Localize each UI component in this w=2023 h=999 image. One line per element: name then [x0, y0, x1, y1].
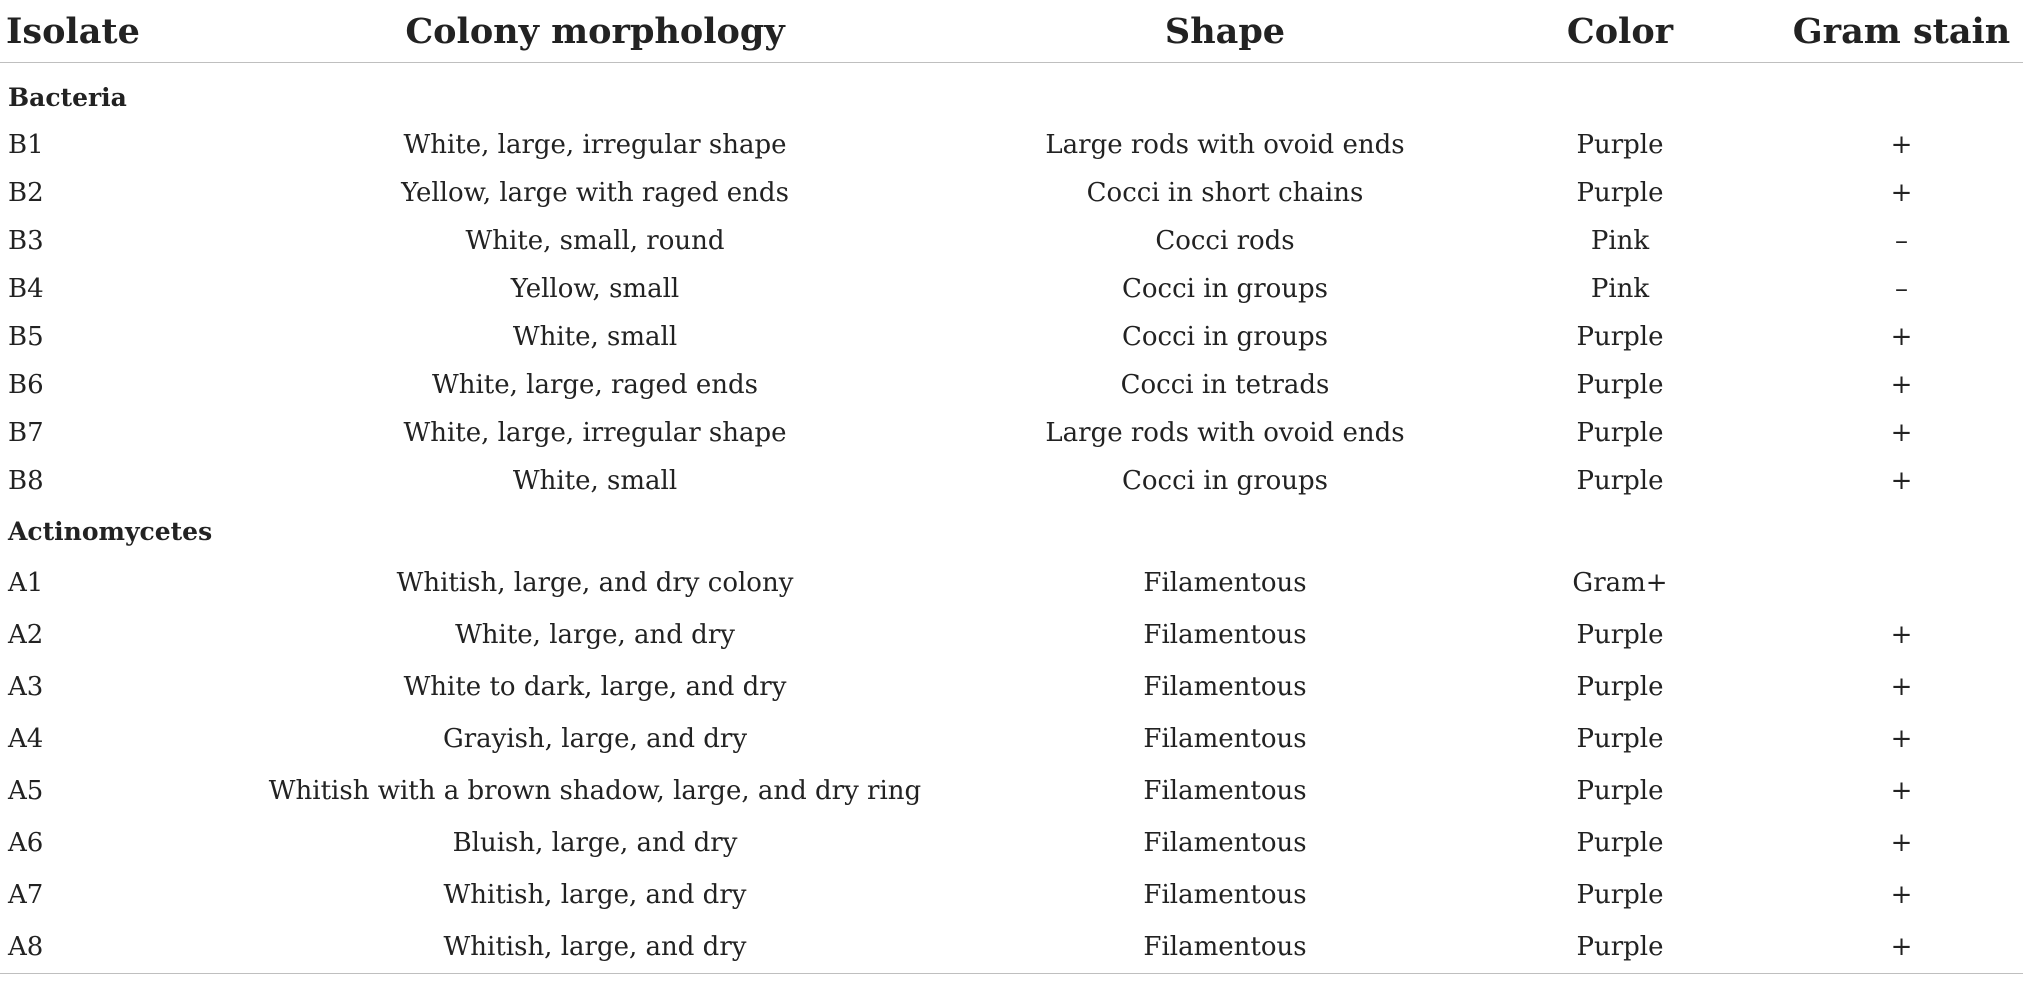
cell-gram: + — [1890, 880, 1913, 910]
cell-morphology: Bluish, large, and dry — [452, 828, 738, 858]
table-row — [0, 169, 2023, 217]
cell-color: Pink — [1590, 274, 1650, 304]
cell-isolate: A5 — [8, 776, 44, 806]
cell-isolate: A2 — [8, 620, 44, 650]
cell-morphology: Yellow, large with raged ends — [401, 178, 789, 208]
cell-color: Purple — [1460, 921, 1780, 974]
header-color: Color — [1460, 0, 1780, 63]
cell-gram: + — [1890, 828, 1913, 858]
cell-gram: + — [1890, 418, 1913, 448]
cell-color: Purple — [1576, 724, 1664, 754]
cell-color: Purple — [1576, 322, 1664, 352]
cell-isolate: A6 — [8, 828, 44, 858]
cell-color: Purple — [1576, 828, 1664, 858]
table-row — [0, 869, 2023, 921]
table-row — [0, 409, 2023, 457]
cell-color: Purple — [1576, 130, 1664, 160]
cell-shape: Cocci in groups — [1121, 466, 1329, 496]
table-header — [0, 0, 2023, 63]
cell-shape: Cocci in tetrads — [1120, 370, 1330, 400]
cell-morphology: Whitish, large, and dry — [443, 880, 747, 910]
cell-shape: Filamentous — [1143, 620, 1307, 650]
cell-morphology: White, small, round — [465, 226, 725, 256]
cell-color: Pink — [1590, 226, 1650, 256]
cell-gram: + — [1890, 178, 1913, 208]
cell-shape: Filamentous — [1143, 672, 1307, 702]
cell-isolate: B4 — [8, 274, 44, 304]
header-gram-stain: Gram stain — [1780, 0, 2023, 63]
cell-gram: + — [1890, 672, 1913, 702]
cell-morphology: Whitish, large, and dry — [200, 921, 990, 974]
cell-gram: + — [1890, 322, 1913, 352]
cell-shape: Cocci in groups — [1121, 322, 1329, 352]
cell-gram: + — [1890, 776, 1913, 806]
group-heading-row — [0, 73, 2023, 121]
cell-gram: + — [1890, 724, 1913, 754]
cell-shape: Filamentous — [1143, 776, 1307, 806]
cell-isolate: B5 — [8, 322, 44, 352]
cell-shape: Filamentous — [990, 921, 1460, 974]
cell-color: Purple — [1576, 178, 1664, 208]
cell-morphology: White to dark, large, and dry — [403, 672, 787, 702]
cell-gram: + — [1780, 921, 2023, 974]
cell-morphology: White, large, and dry — [455, 620, 735, 650]
cell-color: Purple — [1576, 418, 1664, 448]
cell-shape: Large rods with ovoid ends — [1045, 130, 1405, 160]
header-shape: Shape — [990, 0, 1460, 63]
cell-shape: Filamentous — [1143, 724, 1307, 754]
table-row — [0, 457, 2023, 505]
cell-shape: Cocci in groups — [1121, 274, 1329, 304]
cell-isolate: B6 — [8, 370, 44, 400]
table-row — [0, 121, 2023, 169]
table-row — [0, 661, 2023, 713]
cell-morphology: White, small — [512, 466, 678, 496]
cell-isolate: B3 — [8, 226, 44, 256]
table-row — [0, 609, 2023, 661]
cell-color: Purple — [1576, 466, 1664, 496]
cell-isolate: A3 — [8, 672, 44, 702]
cell-gram: + — [1890, 130, 1913, 160]
cell-gram: + — [1890, 370, 1913, 400]
table-row — [0, 713, 2023, 765]
table-row — [0, 765, 2023, 817]
table-row — [0, 557, 2023, 609]
group-label-actinomycetes: Actinomycetes — [8, 516, 213, 546]
table-row — [0, 817, 2023, 869]
header-row — [0, 0, 2023, 63]
cell-shape: Filamentous — [1143, 568, 1307, 598]
cell-shape: Large rods with ovoid ends — [1045, 418, 1405, 448]
cell-morphology: White, large, irregular shape — [403, 130, 787, 160]
cell-color: Purple — [1576, 620, 1664, 650]
cell-color: Gram+ — [1572, 568, 1668, 598]
cell-isolate: B7 — [8, 418, 44, 448]
cell-morphology: Yellow, small — [510, 274, 680, 304]
cell-shape: Cocci rods — [1155, 226, 1295, 256]
cell-morphology: White, large, raged ends — [432, 370, 758, 400]
cell-shape: Filamentous — [1143, 828, 1307, 858]
cell-isolate: B2 — [8, 178, 44, 208]
cell-isolate: B1 — [8, 130, 44, 160]
cell-shape: Filamentous — [1143, 880, 1307, 910]
header-colony-morphology: Colony morphology — [200, 0, 990, 63]
cell-morphology: White, small — [512, 322, 678, 352]
table-row — [0, 921, 2023, 974]
cell-morphology: Whitish, large, and dry colony — [396, 568, 794, 598]
cell-gram: + — [1890, 466, 1913, 496]
cell-gram — [1780, 557, 2023, 609]
cell-gram: – — [1895, 226, 1908, 256]
cell-isolate: A8 — [0, 921, 200, 974]
actinomycetes-group — [0, 505, 2023, 974]
cell-gram: + — [1890, 620, 1913, 650]
cell-isolate: A7 — [8, 880, 44, 910]
group-label-bacteria: Bacteria — [8, 82, 127, 112]
cell-morphology: Whitish with a brown shadow, large, and dry ring — [268, 776, 922, 806]
table-row — [0, 313, 2023, 361]
cell-color: Purple — [1576, 880, 1664, 910]
cell-isolate: A1 — [8, 568, 44, 598]
bacteria-group — [0, 63, 2023, 506]
cell-morphology: White, large, irregular shape — [403, 418, 787, 448]
cell-shape: Cocci in short chains — [1086, 178, 1364, 208]
cell-color: Purple — [1576, 776, 1664, 806]
table-row — [0, 265, 2023, 313]
cell-isolate: A4 — [8, 724, 44, 754]
cell-color: Purple — [1576, 370, 1664, 400]
header-isolate: Isolate — [0, 0, 200, 63]
cell-gram: – — [1895, 274, 1908, 304]
cell-isolate: B8 — [8, 466, 44, 496]
table-row — [0, 361, 2023, 409]
cell-color: Purple — [1576, 672, 1664, 702]
group-heading-row — [0, 505, 2023, 557]
cell-morphology: Grayish, large, and dry — [442, 724, 748, 754]
table-row — [0, 217, 2023, 265]
